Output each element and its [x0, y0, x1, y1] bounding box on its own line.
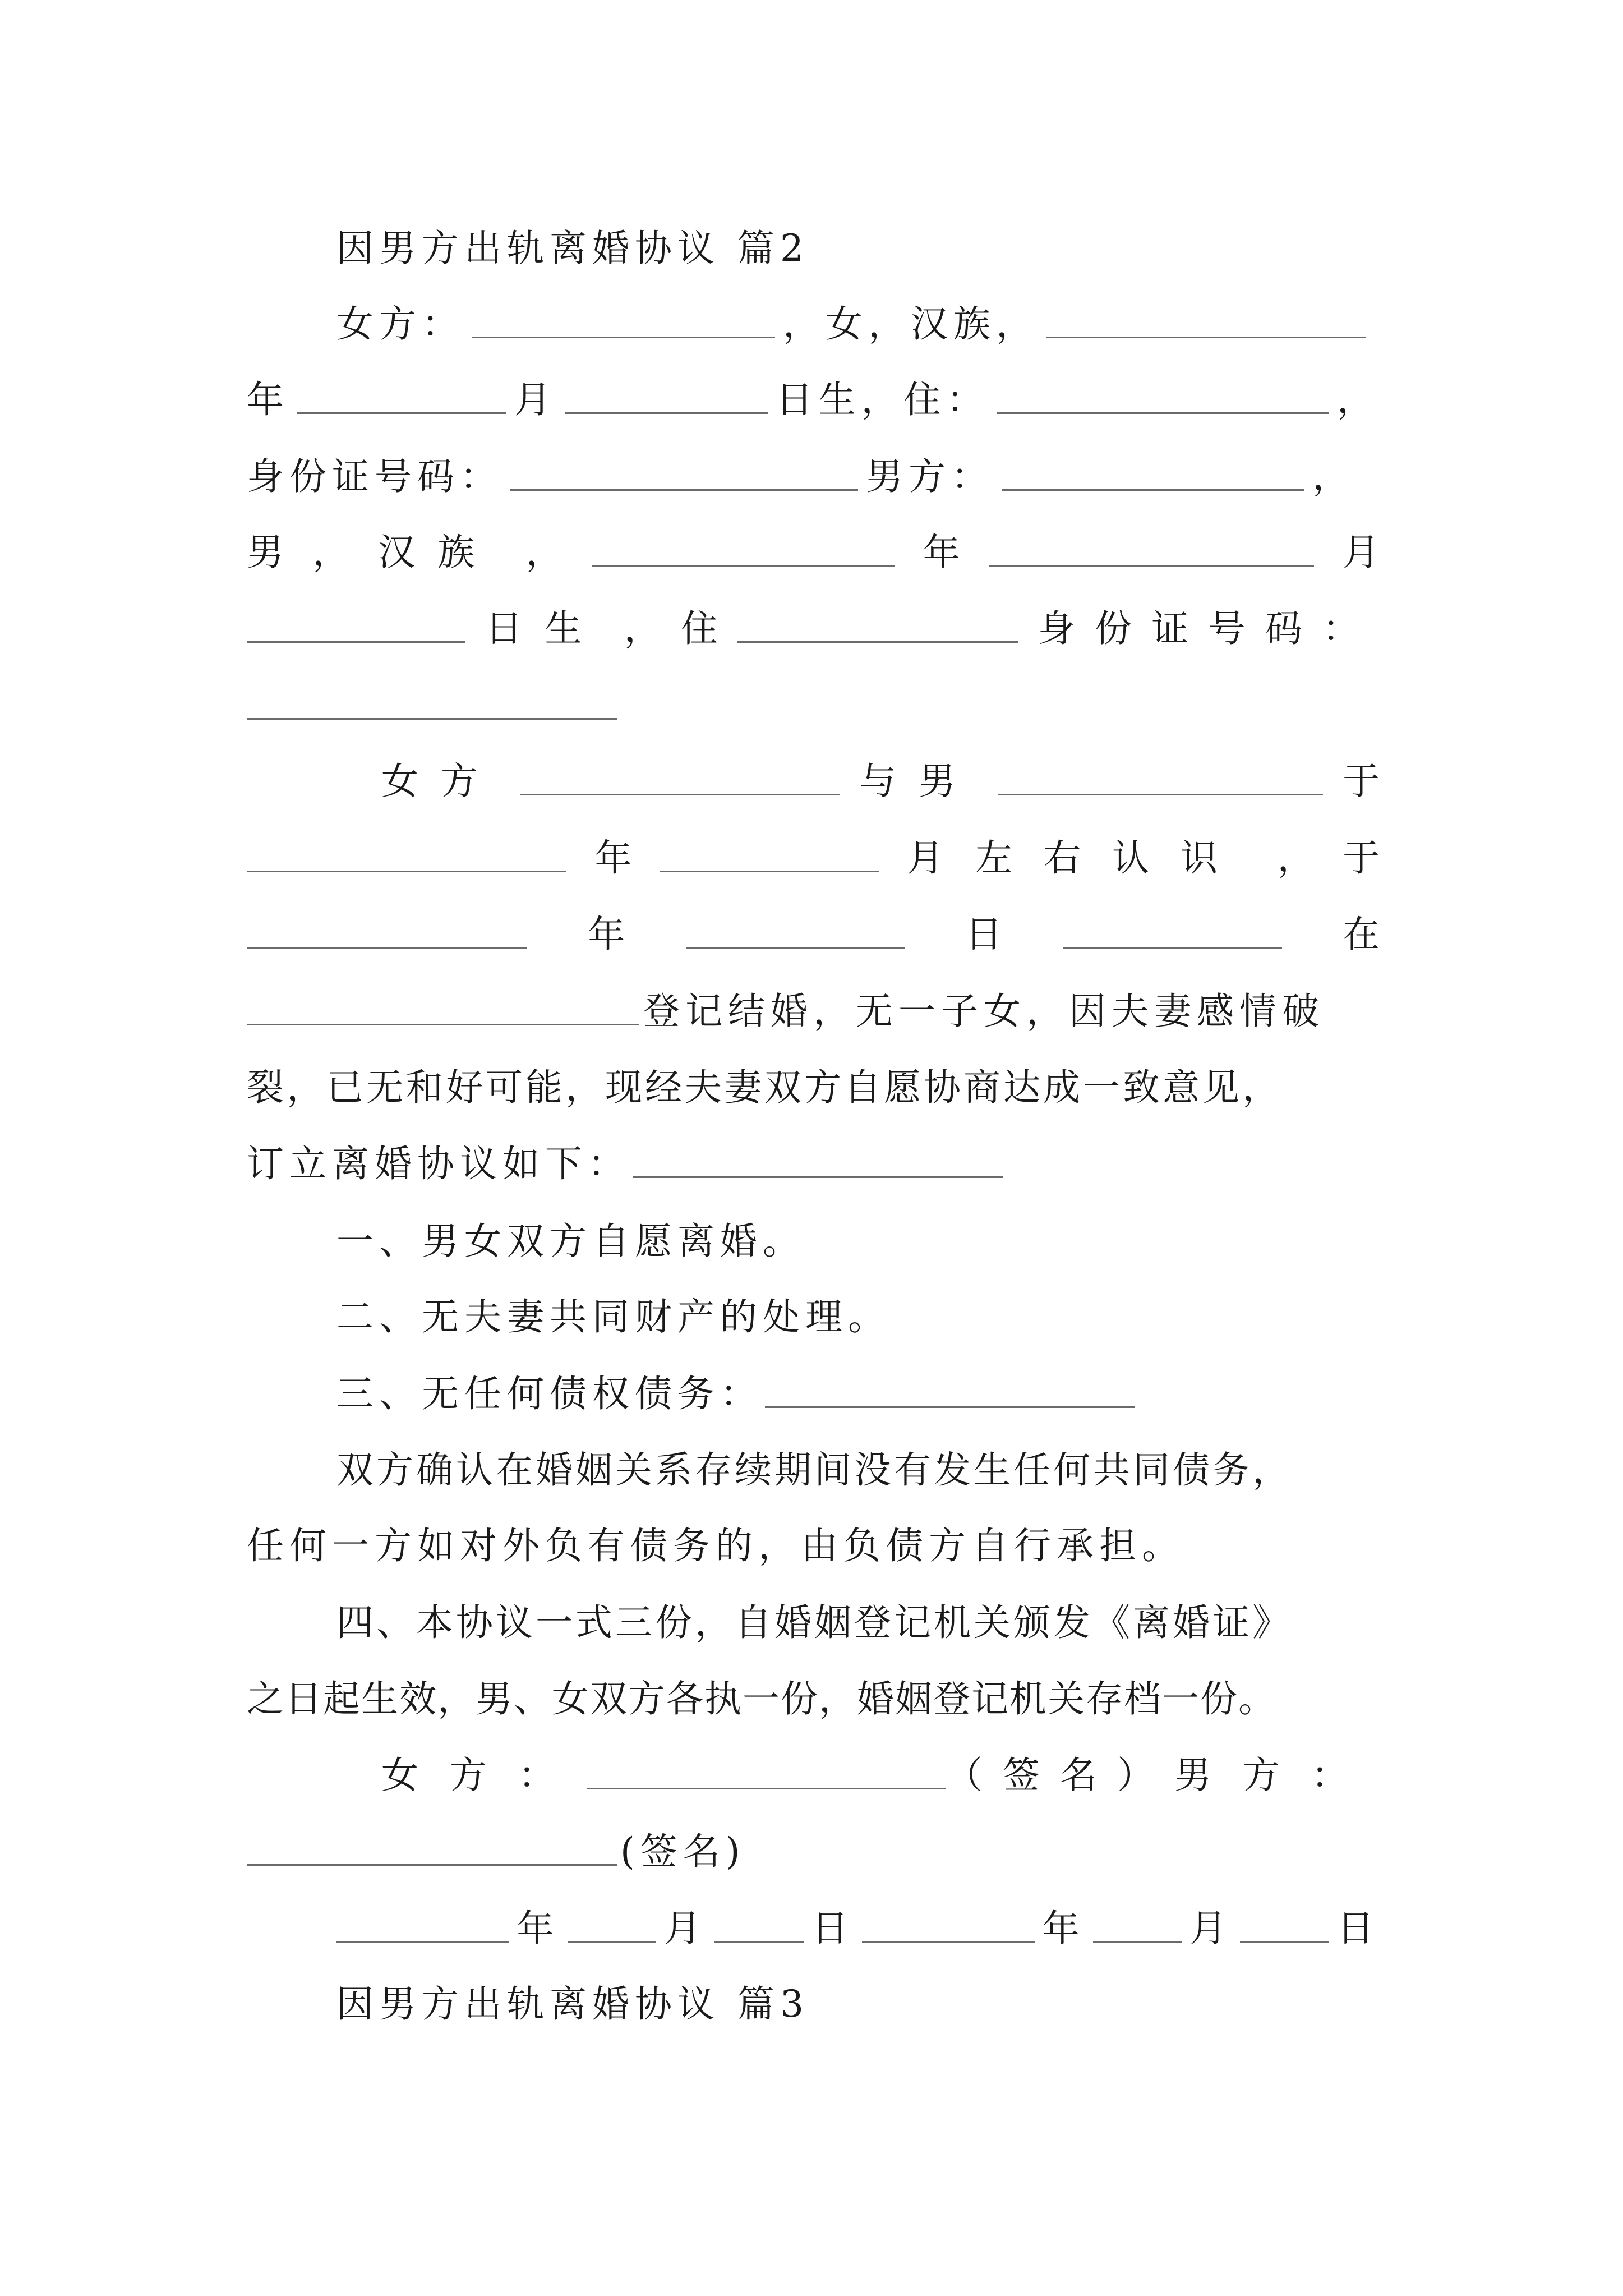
clause-text: 三、无任何债权债务：	[336, 1372, 763, 1416]
clause-4-1	[336, 1588, 1380, 1644]
section-heading	[336, 213, 1380, 269]
label: 年	[923, 531, 960, 574]
label: 日	[965, 913, 1003, 956]
body-text: 裂，已无和好可能，现经夫妻双方自愿协商达成一致意见，	[247, 1066, 1282, 1110]
clause-3-detail-2	[247, 1511, 1380, 1567]
label: 男方：	[1174, 1754, 1380, 1797]
fill-blank[interactable]	[592, 554, 895, 567]
label: ，	[312, 531, 350, 574]
label: 女方：	[336, 302, 464, 346]
fill-blank[interactable]	[297, 401, 506, 414]
fill-blank[interactable]	[989, 554, 1314, 567]
fill-blank[interactable]	[472, 325, 775, 338]
female-birth-line	[247, 365, 1380, 421]
fill-blank[interactable]	[520, 783, 840, 795]
body-line-6	[247, 1129, 1380, 1185]
fill-blank[interactable]	[1063, 936, 1282, 949]
label: 份	[1094, 607, 1132, 651]
clause-1	[336, 1206, 1380, 1262]
body-line-2	[247, 823, 1380, 879]
label: 住	[680, 607, 718, 651]
label: 年	[517, 1907, 560, 1950]
clause-3-detail-1	[336, 1435, 1380, 1491]
label: 男方：	[866, 455, 994, 499]
fill-blank[interactable]	[686, 936, 905, 949]
signature-line-1	[381, 1740, 1380, 1796]
body-text: 订立离婚协议如下：	[247, 1142, 630, 1186]
label: 号	[1208, 607, 1246, 651]
fill-blank[interactable]	[336, 1930, 509, 1943]
label: 于	[1343, 760, 1380, 803]
clause-text: 之日起生效，男、女双方各执一份，婚姻登记机关存档一份。	[247, 1677, 1276, 1721]
label: ，	[525, 531, 563, 574]
fill-blank[interactable]	[660, 859, 879, 872]
label: 女方	[381, 760, 500, 803]
clause-text: 四、本协议一式三份，自婚姻登记机关颁发《离婚证》	[336, 1601, 1292, 1645]
label: 与男	[859, 760, 978, 803]
heading-text: 因男方出轨离婚协议 篇2	[336, 227, 809, 270]
label: 月	[514, 378, 557, 422]
signature-line-2	[247, 1816, 1380, 1872]
heading-text: 因男方出轨离婚协议 篇3	[336, 1982, 809, 2026]
label: 年	[594, 836, 632, 880]
fill-blank[interactable]	[1002, 478, 1304, 491]
clause-4-2	[247, 1664, 1380, 1720]
label: (签名)	[620, 1830, 746, 1874]
female-id-line	[247, 441, 1380, 498]
label: ，女，汉族，	[783, 302, 1039, 346]
label: 月	[1189, 1907, 1233, 1950]
fill-blank[interactable]	[247, 630, 465, 643]
label: （签名）	[946, 1754, 1174, 1797]
fill-blank[interactable]	[862, 1930, 1035, 1943]
label: 日生，住：	[776, 378, 989, 422]
label: 年	[1042, 1907, 1085, 1950]
label: 身份证号码：	[247, 455, 502, 499]
fill-blank[interactable]	[510, 478, 858, 491]
clause-text: 一、男女双方自愿离婚。	[336, 1220, 805, 1263]
signature-blank[interactable]	[587, 1777, 946, 1789]
label: ，	[624, 607, 661, 651]
male-id-line	[247, 670, 1380, 726]
male-birth-line	[247, 593, 1380, 650]
date-line	[336, 1893, 1380, 1949]
female-party-line	[336, 289, 1380, 345]
fill-blank[interactable]	[565, 401, 768, 414]
clause-2	[336, 1282, 1380, 1338]
label: 在	[1342, 913, 1380, 956]
label: 日	[1337, 1907, 1380, 1950]
label: 日	[811, 1907, 855, 1950]
clause-text: 双方确认在婚姻关系存续期间没有发生任何共同债务，	[336, 1448, 1292, 1492]
fill-blank[interactable]	[997, 401, 1329, 414]
label: 于	[1342, 836, 1380, 880]
label: 年	[588, 913, 625, 956]
section-heading	[336, 1969, 1380, 2025]
label: 月	[664, 1907, 707, 1950]
label: 男	[247, 531, 284, 574]
label: 码：	[1265, 607, 1380, 651]
fill-blank[interactable]	[1093, 1930, 1182, 1943]
label: ，	[1337, 378, 1380, 422]
body-line-3	[247, 899, 1380, 955]
fill-blank[interactable]	[247, 936, 527, 949]
label: 身	[1038, 607, 1075, 651]
label: 证	[1151, 607, 1189, 651]
label: 年	[247, 378, 289, 422]
body-line-1	[381, 746, 1380, 802]
label: ，	[1277, 836, 1315, 880]
label: 女方：	[381, 1754, 587, 1797]
label: 月	[1342, 531, 1380, 574]
fill-blank[interactable]	[633, 1165, 1003, 1178]
clause-text: 任何一方如对外负有债务的，由负债方自行承担。	[247, 1524, 1184, 1568]
fill-blank[interactable]	[568, 1930, 657, 1943]
male-info-line	[247, 517, 1380, 573]
label: 日生	[485, 607, 605, 651]
fill-blank[interactable]	[765, 1395, 1135, 1408]
fill-blank[interactable]	[1046, 325, 1366, 338]
body-line-5	[247, 1052, 1380, 1108]
fill-blank[interactable]	[737, 630, 1018, 643]
fill-blank[interactable]	[247, 707, 617, 720]
label: ，	[1312, 455, 1355, 499]
clause-text: 二、无夫妻共同财产的处理。	[336, 1295, 891, 1339]
fill-blank[interactable]	[247, 859, 566, 872]
label: 汉族	[378, 531, 497, 574]
fill-blank[interactable]	[247, 1013, 639, 1025]
fill-blank[interactable]	[998, 783, 1323, 795]
signature-blank[interactable]	[247, 1853, 617, 1866]
clause-3	[336, 1359, 1380, 1415]
body-line-4	[247, 976, 1380, 1032]
body-text: 登记结婚，无一子女，因夫妻感情破	[643, 990, 1325, 1033]
fill-blank[interactable]	[714, 1930, 804, 1943]
label: 月左右认识	[907, 836, 1249, 880]
fill-blank[interactable]	[1240, 1930, 1329, 1943]
